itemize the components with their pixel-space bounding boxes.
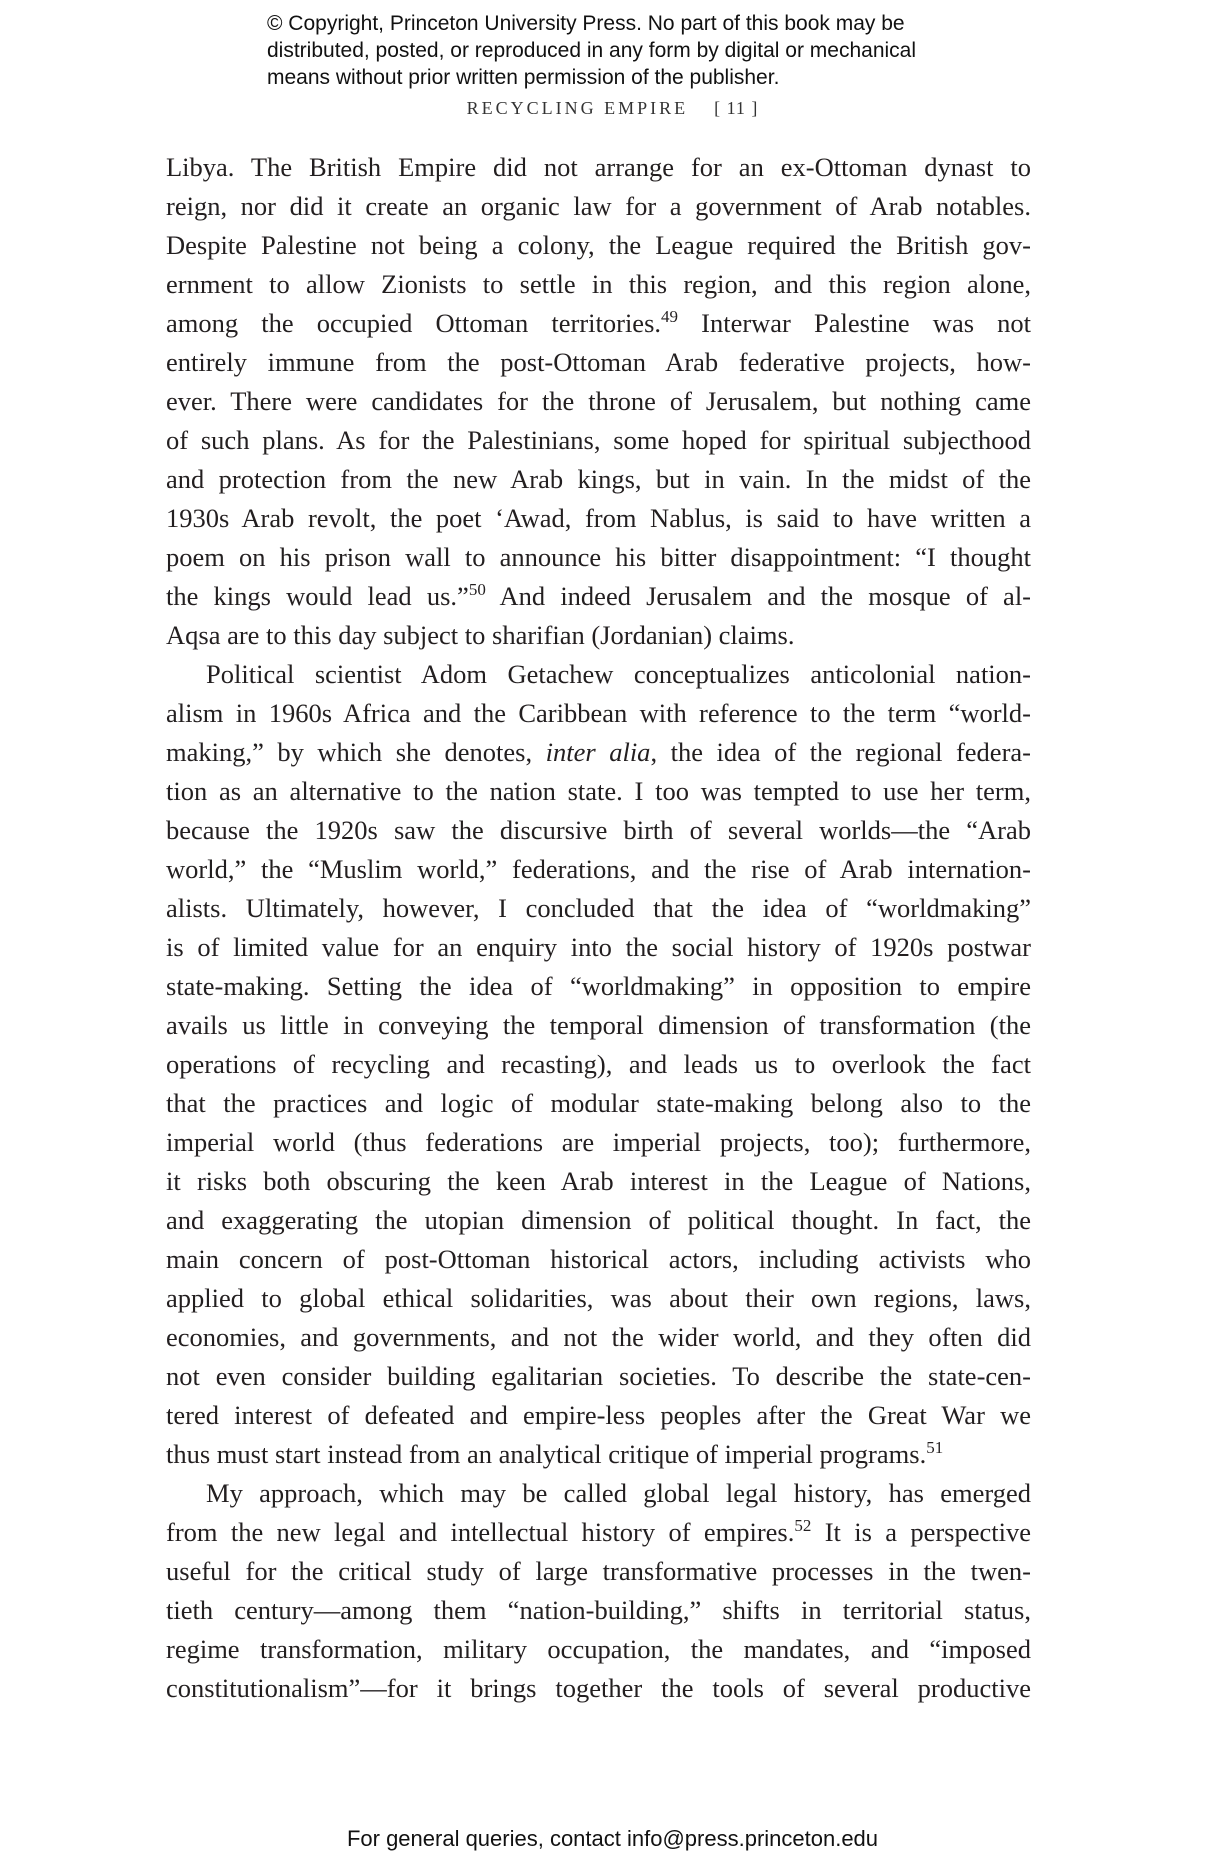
- text-line: economies, and governments, and not the wider world, and they often did: [166, 1322, 1031, 1352]
- text-line: My approach, which may be called global legal history, has emerged: [206, 1478, 1031, 1508]
- text-line: that the practices and logic of modular state-making belong also to the: [166, 1088, 1031, 1118]
- text-line: because the 1920s saw the discursive birth of several worlds—the “Arab: [166, 815, 1031, 845]
- page-number: [ 11 ]: [714, 98, 759, 118]
- italic-term: inter alia: [545, 737, 651, 767]
- text-line: and protection from the new Arab kings, but in vain. In the midst of the: [166, 464, 1031, 494]
- text-line: tieth century—among them “nation-building,” shifts in territorial status,: [166, 1595, 1031, 1625]
- text-line: world,” the “Muslim world,” federations, and the rise of Arab internation-: [166, 854, 1031, 884]
- text-line: useful for the critical study of large transformative processes in the twen-: [166, 1556, 1031, 1586]
- footnote-ref-51[interactable]: 51: [926, 1438, 944, 1457]
- text-line: tion as an alternative to the nation state. I too was tempted to use her term,: [166, 776, 1031, 806]
- footer-contact: For general queries, contact info@press.princeton.edu: [346, 1826, 879, 1851]
- text-run: Interwar Palestine was not: [678, 308, 1031, 338]
- copyright-line: distributed, posted, or reproduced in any form by digital or mechanical: [267, 39, 917, 62]
- text-line: is of limited value for an enquiry into the social history of 1920s postwar: [166, 932, 1031, 962]
- text-line: constitutionalism”—for it brings together the tools of several productive: [166, 1673, 1031, 1703]
- text-run: , the idea of the regional federa-: [650, 737, 1031, 767]
- text-line: ever. There were candidates for the throne of Jerusalem, but nothing came: [166, 386, 1031, 416]
- body-text: [166, 148, 1031, 1708]
- text-line: Despite Palestine not being a colony, the League required the British gov-: [166, 230, 1031, 260]
- text-line: alism in 1960s Africa and the Caribbean with reference to the term “world-: [166, 698, 1031, 728]
- text-line: main concern of post-Ottoman historical actors, including activists who: [166, 1244, 1031, 1274]
- text-line: avails us little in conveying the temporal dimension of transformation (the: [166, 1010, 1031, 1040]
- copyright-line: means without prior written permission of the publisher.: [267, 66, 780, 89]
- text-run: And indeed Jerusalem and the mosque of al-: [485, 581, 1032, 611]
- running-head-title: RECYCLING EMPIRE: [466, 98, 689, 118]
- paragraph-3: [166, 1474, 1031, 1708]
- text-line: not even consider building egalitarian societies. To describe the state-cen-: [166, 1361, 1031, 1391]
- text-line: tered interest of defeated and empire-less peoples after the Great War we: [166, 1400, 1031, 1430]
- text-line: [166, 733, 1031, 772]
- text-run: thus must start instead from an analytical critique of imperial programs.: [166, 1439, 927, 1469]
- text-run: among the occupied Ottoman territories.: [166, 308, 662, 338]
- paragraph-2: [166, 655, 1031, 1474]
- text-run: from the new legal and intellectual history of empires.: [166, 1517, 795, 1547]
- running-head: [0, 98, 1225, 119]
- footnote-ref-50[interactable]: 50: [468, 580, 486, 599]
- text-line: imperial world (thus federations are imperial projects, too); furthermore,: [166, 1127, 1031, 1157]
- text-line: Libya. The British Empire did not arrange for an ex-Ottoman dynast to: [166, 152, 1031, 182]
- text-run: It is a perspective: [811, 1517, 1031, 1547]
- text-line: ernment to allow Zionists to settle in this region, and this region alone,: [166, 269, 1031, 299]
- text-line: state-making. Setting the idea of “worldmaking” in opposition to empire: [166, 971, 1031, 1001]
- paragraph-1: [166, 148, 1031, 655]
- copyright-notice: [267, 10, 1027, 91]
- text-line: [166, 1435, 1031, 1474]
- text-line: entirely immune from the post-Ottoman Arab federative projects, how-: [166, 347, 1031, 377]
- text-line: poem on his prison wall to announce his bitter disappointment: “I thought: [166, 542, 1031, 572]
- footnote-ref-49[interactable]: 49: [661, 307, 679, 326]
- text-line: regime transformation, military occupation, the mandates, and “imposed: [166, 1634, 1031, 1664]
- text-line: reign, nor did it create an organic law for a government of Arab notables.: [166, 191, 1031, 221]
- text-line: applied to global ethical solidarities, was about their own regions, laws,: [166, 1283, 1031, 1313]
- text-line: and exaggerating the utopian dimension of political thought. In fact, the: [166, 1205, 1031, 1235]
- text-line: [166, 1513, 1031, 1552]
- copyright-line: © Copyright, Princeton University Press. No part of this book may be: [267, 12, 905, 35]
- text-line: Aqsa are to this day subject to sharifian (Jordanian) claims.: [166, 620, 795, 650]
- text-line: it risks both obscuring the keen Arab interest in the League of Nations,: [166, 1166, 1031, 1196]
- text-line: operations of recycling and recasting), and leads us to overlook the fact: [166, 1049, 1031, 1079]
- text-run: the kings would lead us.”: [166, 581, 469, 611]
- text-line: of such plans. As for the Palestinians, some hoped for spiritual subjecthood: [166, 425, 1031, 455]
- text-line: Political scientist Adom Getachew conceptualizes anticolonial nation-: [206, 659, 1031, 689]
- text-run: making,” by which she denotes,: [166, 737, 546, 767]
- text-line: [166, 577, 1031, 616]
- text-line: [166, 304, 1031, 343]
- footnote-ref-52[interactable]: 52: [794, 1516, 812, 1535]
- text-line: 1930s Arab revolt, the poet ‘Awad, from Nablus, is said to have written a: [166, 503, 1031, 533]
- text-line: alists. Ultimately, however, I concluded that the idea of “worldmaking”: [166, 893, 1031, 923]
